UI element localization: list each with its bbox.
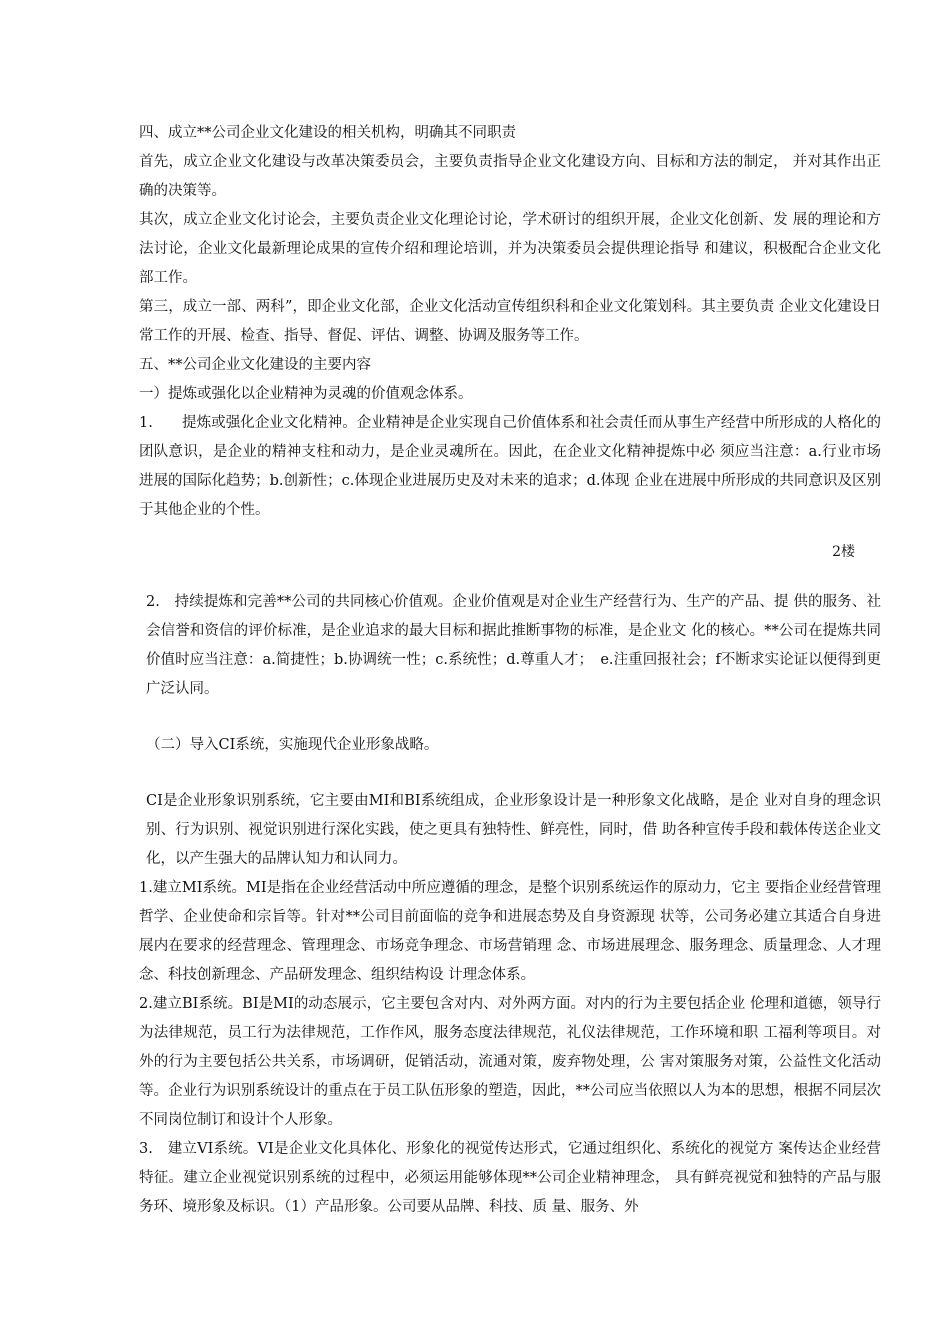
floor-label: 2楼 <box>832 544 855 560</box>
paragraph-bi: 2.建立BI系统。BI是MI的动态展示，它主要包含对内、对外两方面。对内的行为主要包括企业 伦理和道德，领导行为法律规范，员工行为法律规范，工作作风，服务态度法律规范，礼仪法律规范，工作环境和职 工福利等项目。对外的行为主要包括公共关系，市场调研，促销活动，流通对策，废弃物处理，公 害对策服务对策，公益性文化活动等。企业行为识别系统设计的重点在于员工队伍形象的塑造，因此，**公司应当依照以人为本的思想，根据不同层次不同岗位制订和设计个人形象。 <box>139 996 881 1128</box>
paragraph-item-2: 2. 持续提炼和完善**公司的共同核心价值观。企业价值观是对企业生产经营行为、生产的产品、提 供的服务、社会信誉和资信的评价标准，是企业追求的最大目标和据此推断事物的标准，是企业文 化的核心。**公司在提炼共同价值时应当注意：a.简捷性；b.协调统一性；c.系统性；d.尊重人才； e.注重回报社会；f不断求实论证以便得到更广泛认同。 <box>146 594 881 697</box>
paragraph-third: 第三，成立一部、两科”，即企业文化部，企业文化活动宣传组织科和企业文化策划科。其主要负责 企业文化建设日常工作的开展、检查、指导、督促、评估、调整、协调及服务等工作。 <box>139 299 881 344</box>
subheading-1: 一）提炼或强化以企业精神为灵魂的价值观念体系。 <box>139 386 473 402</box>
paragraph-vi: 3. 建立VI系统。VI是企业文化具体化、形象化的视觉传达形式，它通过组织化、系统化的视觉方 案传达企业经营特征。建立企业视觉识别系统的过程中，必须运用能够体现**公司企业精神理念， 具有鲜亮视觉和独特的产品与服务环、境形象及标识。（1）产品形象。公司要从品牌、科技、质 量、服务、外 <box>139 1141 881 1215</box>
paragraph-mi: 1.建立MI系统。MI是指在企业经营活动中所应遵循的理念，是整个识别系统运作的原动力，它主 要指企业经营管理哲学、企业使命和宗旨等。针对**公司目前面临的竞争和进展态势及自身资源现 状等，公司务必建立其适合自身进展内在要求的经营理念、管理理念、市场竞争理念、市场营销理 念、市场进展理念、服务理念、质量理念、人才理念、科技创新理念、产品研发理念、组织结构设 计理念体系。 <box>139 880 881 983</box>
paragraph-item-1: 1. 提炼或强化企业文化精神。企业精神是企业实现自己价值体系和社会责任而从事生产经营中所形成的人格化的团队意识，是企业的精神支柱和动力，是企业灵魂所在。因此，在企业文化精神提炼中必 须应当注意：a.行业市场进展的国际化趋势；b.创新性；c.体现企业进展历史及对未来的追求；d.体现 企业在进展中所形成的共同意识及区别于其他企业的个性。 <box>139 415 881 518</box>
paragraph-first: 首先，成立企业文化建设与改革决策委员会，主要负责指导企业文化建设方向、目标和方法的制定， 并对其作出正确的决策等。 <box>139 154 881 199</box>
heading-section-4: 四、成立**公司企业文化建设的相关机构，明确其不同职责 <box>139 125 516 141</box>
paragraph-second: 其次，成立企业文化讨论会，主要负责企业文化理论讨论，学术研讨的组织开展，企业文化创新、发 展的理论和方法讨论，企业文化最新理论成果的宣传介绍和理论培训，并为决策委员会提供理论指导 和建议，积极配合企业文化部工作。 <box>139 212 881 286</box>
subheading-2: （二）导入CI系统，实施现代企业形象战略。 <box>146 737 439 753</box>
heading-section-5: 五、**公司企业文化建设的主要内容 <box>139 357 371 373</box>
paragraph-ci-intro: CI是企业形象识别系统，它主要由MI和BI系统组成，企业形象设计是一种形象文化战略，是企 业对自身的理念识别、行为识别、视觉识别进行深化实践，使之更具有独特性、鲜亮性，同时，借 助各种宣传手段和载体传送企业文化，以产生强大的品牌认知力和认同力。 <box>146 793 881 867</box>
